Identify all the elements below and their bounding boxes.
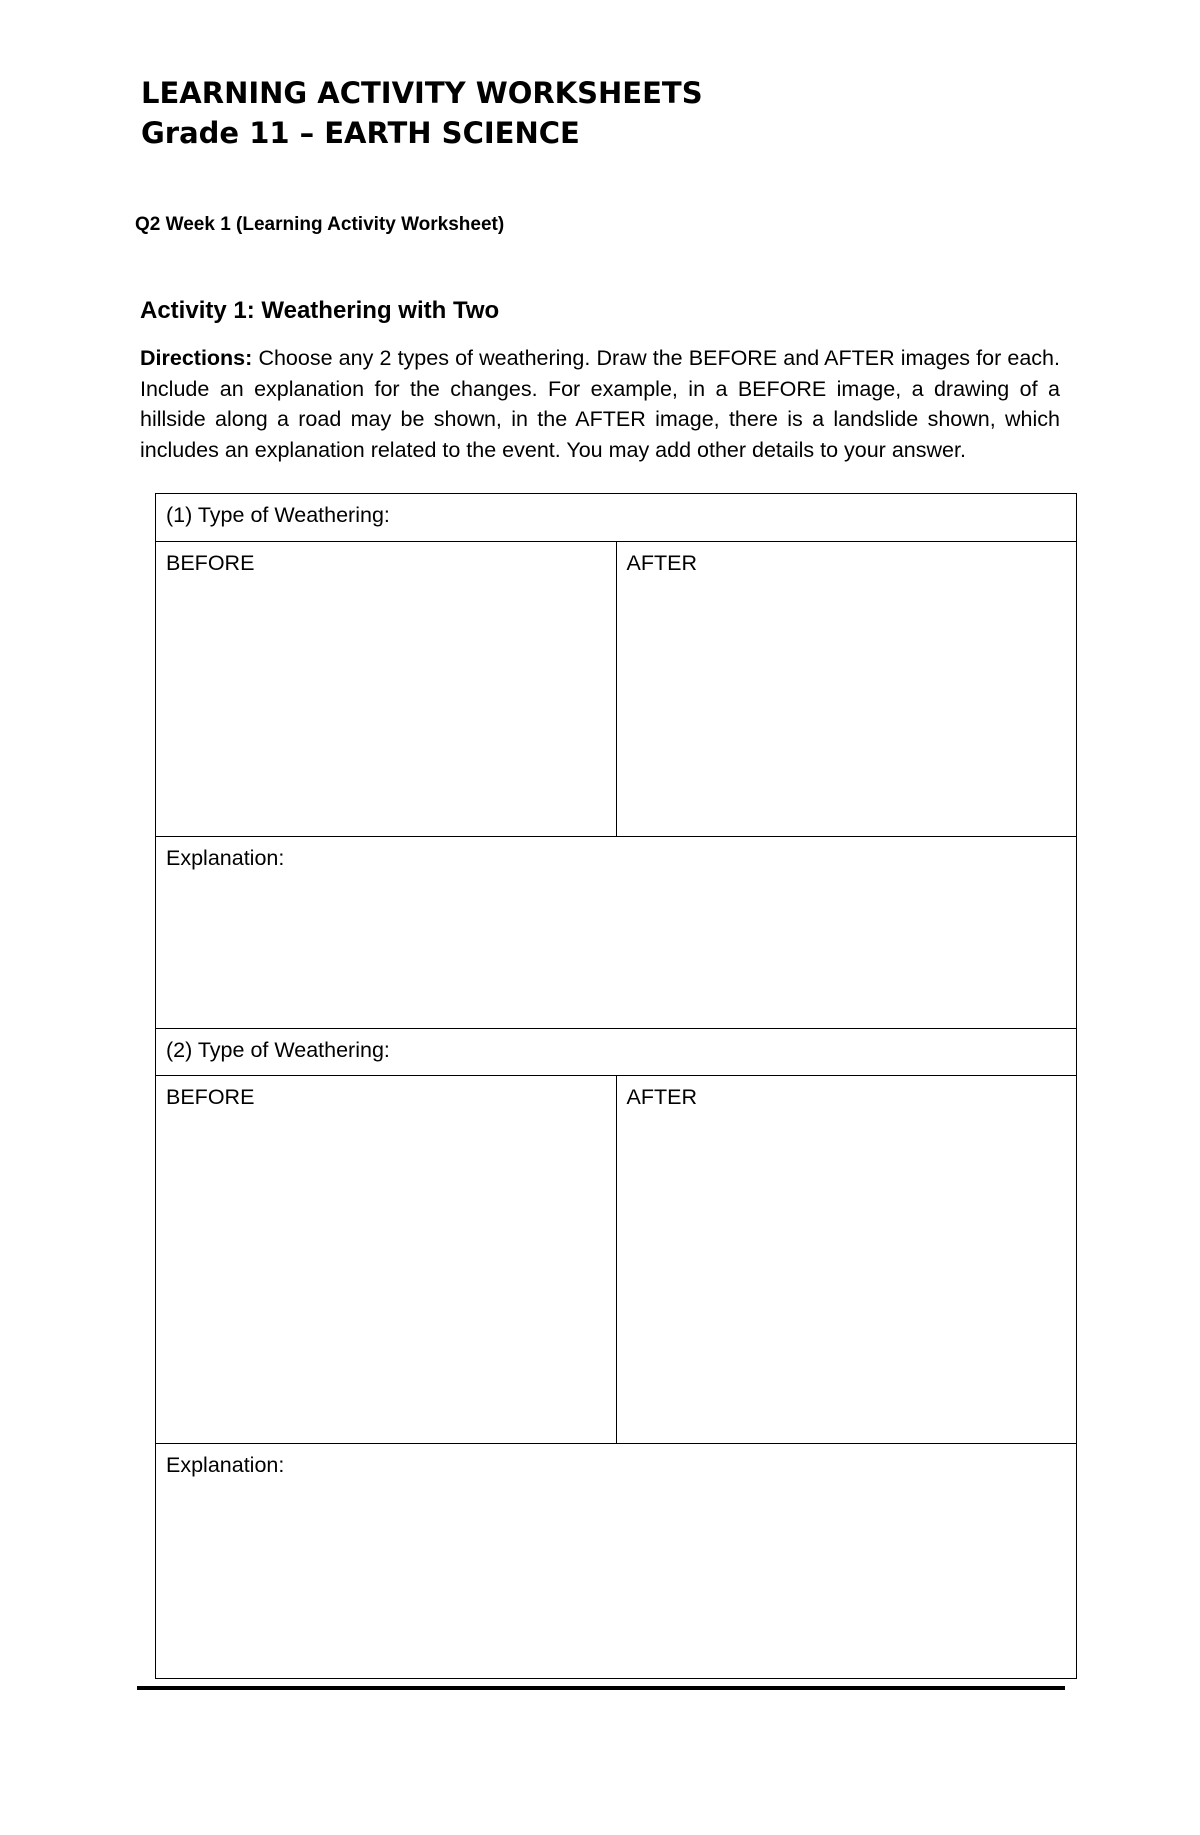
before-1-label: BEFORE bbox=[166, 551, 255, 575]
explanation-2-label: Explanation: bbox=[166, 1453, 285, 1477]
explanation-2-field[interactable] bbox=[156, 1444, 1077, 1679]
document-title: LEARNING ACTIVITY WORKSHEETS bbox=[141, 76, 703, 110]
document-subtitle: Grade 11 – EARTH SCIENCE bbox=[141, 116, 580, 150]
after-1-drawing-area[interactable] bbox=[616, 542, 1077, 837]
directions-text: Choose any 2 types of weathering. Draw the BEFORE and AFTER images for each. Include an explanation for the changes. For example, in a BEFORE image, a drawing of a hillside along a road may be shown, in the AFTER image, there is a landslide shown, which includes an explanation related to the event. You may add other details to your answer. bbox=[140, 346, 1060, 462]
type-of-weathering-2-field[interactable] bbox=[156, 1029, 1077, 1076]
before-2-drawing-area[interactable] bbox=[156, 1076, 617, 1444]
after-1-label: AFTER bbox=[626, 551, 697, 575]
type-of-weathering-2-label: (2) Type of Weathering: bbox=[166, 1038, 390, 1062]
table-row bbox=[156, 1444, 1077, 1679]
activity-title: Activity 1: Weathering with Two bbox=[140, 297, 500, 324]
before-2-label: BEFORE bbox=[166, 1085, 255, 1109]
type-of-weathering-1-field[interactable] bbox=[156, 494, 1077, 542]
type-of-weathering-1-label: (1) Type of Weathering: bbox=[166, 503, 390, 527]
week-label: Q2 Week 1 (Learning Activity Worksheet) bbox=[135, 214, 505, 235]
weathering-table bbox=[155, 493, 1077, 1679]
table-row bbox=[156, 1076, 1077, 1444]
table-row bbox=[156, 494, 1077, 542]
after-2-label: AFTER bbox=[626, 1085, 697, 1109]
directions-paragraph bbox=[140, 343, 1060, 465]
after-2-drawing-area[interactable] bbox=[616, 1076, 1077, 1444]
table-row bbox=[156, 542, 1077, 837]
table-row bbox=[156, 837, 1077, 1029]
footer-divider bbox=[137, 1686, 1065, 1690]
explanation-1-field[interactable] bbox=[156, 837, 1077, 1029]
explanation-1-label: Explanation: bbox=[166, 846, 285, 870]
table-row bbox=[156, 1029, 1077, 1076]
before-1-drawing-area[interactable] bbox=[156, 542, 617, 837]
directions-label: Directions: bbox=[140, 346, 253, 370]
